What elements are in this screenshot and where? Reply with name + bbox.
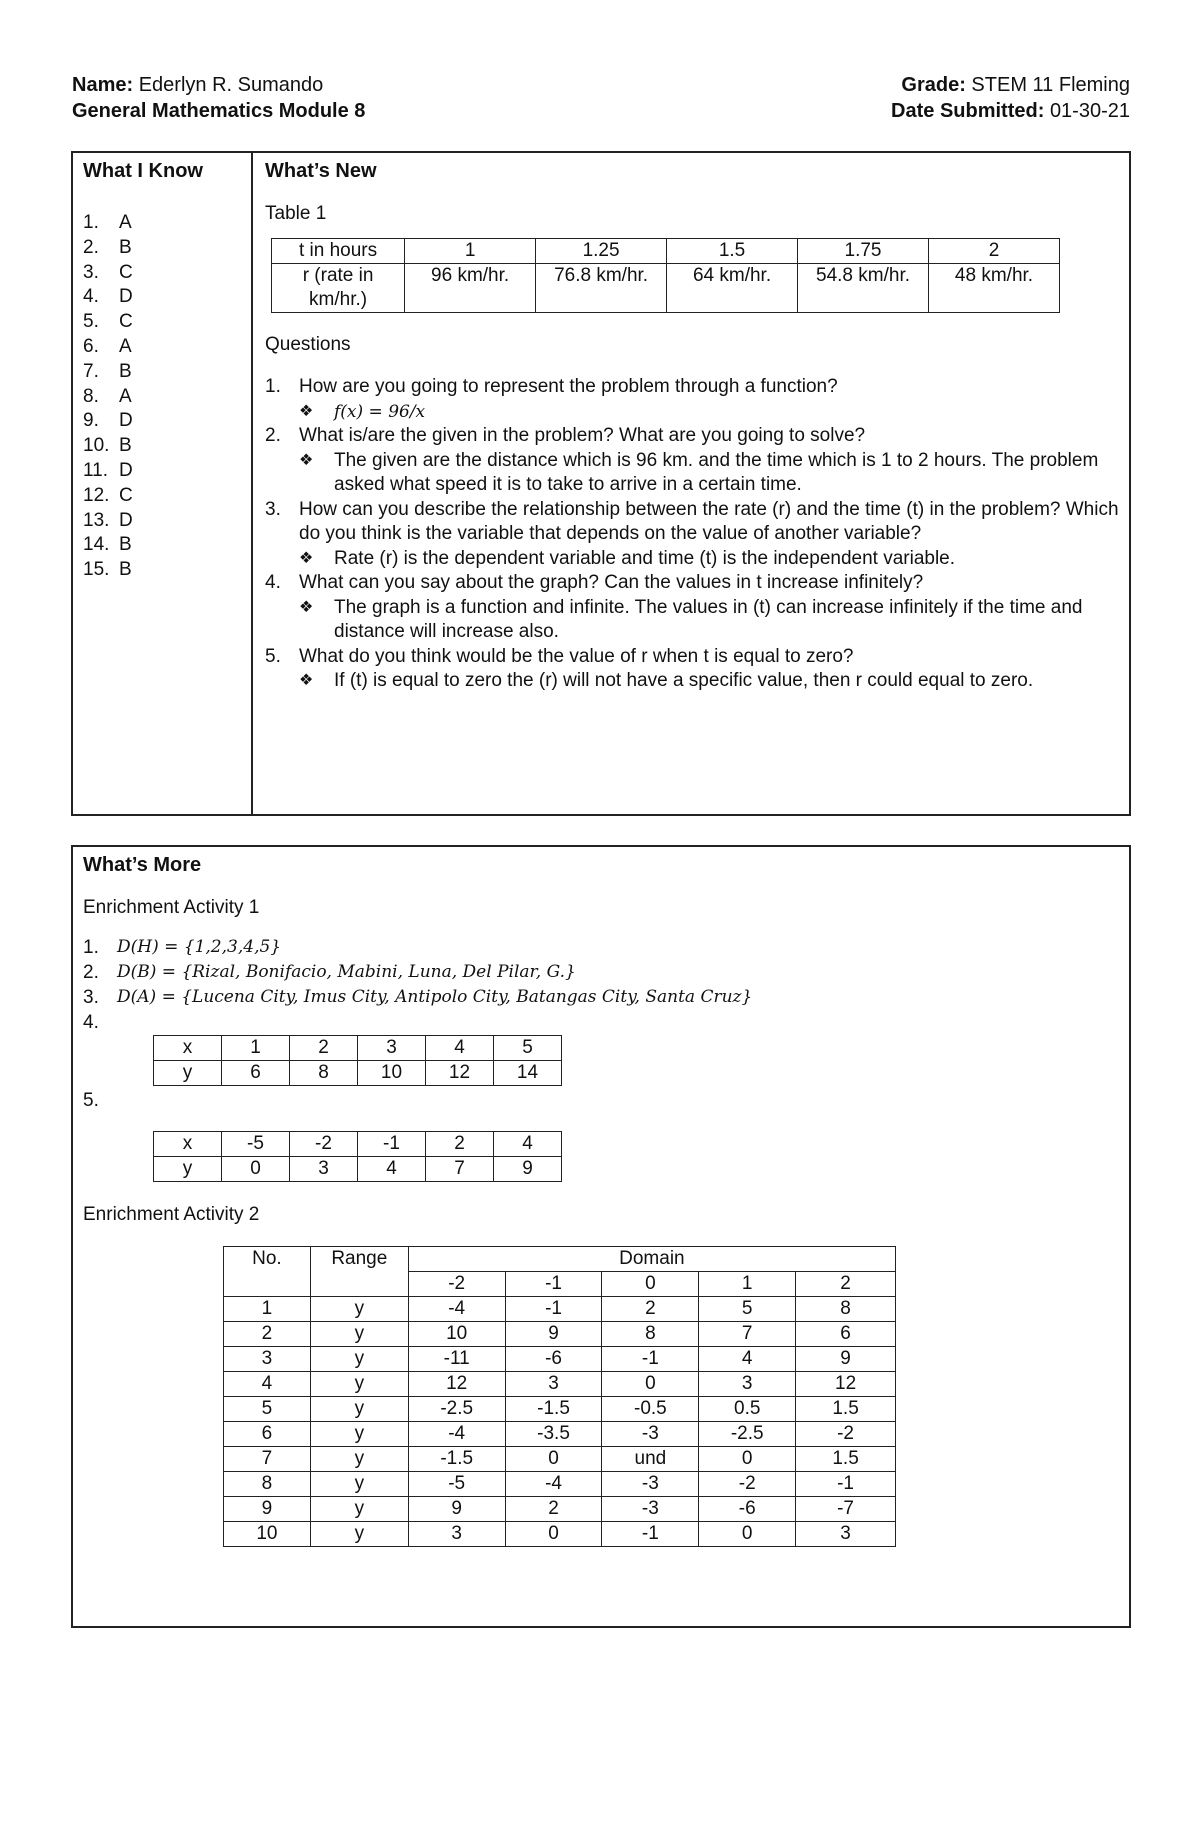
table-cell: 64 km/hr. — [667, 264, 798, 313]
question-answer-row — [299, 400, 1129, 425]
answer-text: The graph is a function and infinite. The values in (t) can increase infinitely if the time and distance will increase also. — [334, 596, 1083, 642]
table-row — [224, 1347, 896, 1372]
header-range: Range — [310, 1247, 408, 1297]
table-cell: 1.25 — [536, 239, 667, 264]
table-cell: x — [154, 1036, 222, 1061]
table-cell: 54.8 km/hr. — [798, 264, 929, 313]
diamond-bullet-icon: ❖ — [299, 549, 314, 567]
answer-letter: D — [119, 410, 133, 432]
answer-item — [83, 459, 251, 484]
answer-item — [83, 261, 251, 286]
answer-item — [83, 484, 251, 509]
item-number: 3. — [83, 987, 99, 1008]
item-number: 1. — [83, 937, 99, 958]
question-text: What is/are the given in the problem? What are you going to solve? — [299, 425, 866, 446]
table-cell: 2 — [290, 1036, 358, 1061]
table-cell: 8 — [290, 1061, 358, 1086]
table-cell: -11 — [408, 1347, 505, 1372]
answer-number: 14. — [83, 534, 110, 556]
table-cell: -1 — [796, 1472, 896, 1497]
table-cell: 9 — [796, 1347, 896, 1372]
table-cell: 7 — [426, 1157, 494, 1182]
table-cell: 1.5 — [667, 239, 798, 264]
table-cell: 7 — [699, 1322, 796, 1347]
diamond-bullet-icon: ❖ — [299, 402, 314, 420]
table-header-row — [224, 1247, 896, 1272]
grade-label: Grade: — [901, 74, 966, 96]
table-cell: 1.5 — [796, 1447, 896, 1472]
enrichment-item — [83, 985, 1129, 1010]
table-cell: -3 — [602, 1422, 699, 1447]
table-cell: 6 — [224, 1422, 311, 1447]
domain-value-cell: -1 — [505, 1272, 602, 1297]
table-cell: -0.5 — [602, 1397, 699, 1422]
answer-number: 1. — [83, 212, 99, 233]
question-text: What do you think would be the value of r when t is equal to zero? — [299, 645, 854, 667]
table-cell: 0 — [602, 1372, 699, 1397]
answer-item — [83, 533, 251, 558]
table-cell: 1 — [405, 239, 536, 264]
table-row — [224, 1472, 896, 1497]
answer-number: 12. — [83, 484, 110, 506]
answer-number: 10. — [83, 435, 110, 457]
table-cell: -1.5 — [408, 1447, 505, 1472]
xy-table-5 — [153, 1131, 562, 1182]
table-cell: und — [602, 1447, 699, 1472]
domain-value-cell: -2 — [408, 1272, 505, 1297]
table-cell: -5 — [408, 1472, 505, 1497]
question-answer-row — [299, 547, 1129, 572]
answer-number: 13. — [83, 509, 110, 531]
question-answer-row — [299, 449, 1129, 498]
table-row — [272, 239, 1060, 264]
table-cell: 12 — [796, 1372, 896, 1397]
answer-item — [83, 509, 251, 534]
date-label: Date Submitted: — [891, 100, 1045, 122]
table-cell: y — [310, 1447, 408, 1472]
table-cell: y — [154, 1061, 222, 1086]
answer-number: 8. — [83, 385, 99, 407]
answer-letter: D — [119, 509, 133, 531]
module-title: General Mathematics Module 8 — [72, 100, 366, 122]
table-cell: 0.5 — [699, 1397, 796, 1422]
answer-number: 5. — [83, 311, 99, 333]
xy-table-4 — [153, 1035, 562, 1086]
diamond-bullet-icon: ❖ — [299, 672, 314, 689]
answer-letter: C — [119, 311, 133, 333]
table-cell: 3 — [224, 1347, 311, 1372]
question-number: 3. — [265, 498, 281, 520]
table-cell: y — [310, 1522, 408, 1547]
answer-letter: C — [119, 484, 133, 506]
answer-letter: B — [119, 360, 132, 382]
diamond-bullet-icon: ❖ — [299, 598, 314, 616]
question-text-row — [265, 498, 1129, 547]
table-cell: 6 — [222, 1061, 290, 1086]
answer-number: 11. — [83, 459, 109, 481]
table-cell: 2 — [224, 1322, 311, 1347]
table-row — [224, 1522, 896, 1547]
domain-value-cell: 2 — [796, 1272, 896, 1297]
table-cell: y — [310, 1297, 408, 1322]
table-cell: 4 — [699, 1347, 796, 1372]
table-cell: -2 — [290, 1132, 358, 1157]
answer-item — [83, 285, 251, 310]
answer-item — [83, 335, 251, 360]
domain-set: D(A) = {Lucena City, Imus City, Antipolo City, Batangas City, Santa Cruz} — [117, 987, 753, 1007]
enrichment-activity-1-list — [83, 935, 1129, 1010]
question-item — [265, 375, 1129, 424]
table-cell: -4 — [505, 1472, 602, 1497]
answer-item — [83, 434, 251, 459]
table-row — [224, 1297, 896, 1322]
table-cell: 4 — [426, 1036, 494, 1061]
table-cell: -2.5 — [699, 1422, 796, 1447]
table-cell: 2 — [426, 1132, 494, 1157]
table-row — [224, 1322, 896, 1347]
grade-value: STEM 11 Fleming — [971, 74, 1130, 96]
table-cell: 5 — [494, 1036, 562, 1061]
table-cell: 4 — [494, 1132, 562, 1157]
answer-letter: B — [119, 236, 132, 258]
student-grade — [901, 72, 1130, 98]
header-no: No. — [224, 1247, 311, 1297]
what-i-know-title: What I Know — [83, 160, 203, 182]
answer-text: f(x) = 96/x — [334, 401, 426, 422]
whats-new-column — [253, 153, 1129, 814]
answer-letter: C — [119, 261, 133, 283]
document-header — [72, 72, 1130, 124]
table-cell: 0 — [699, 1522, 796, 1547]
what-i-know-column — [73, 153, 253, 814]
table-cell: r (rate in km/hr.) — [272, 264, 405, 313]
answer-item — [83, 236, 251, 261]
domain-set: D(B) = {Rizal, Bonifacio, Mabini, Luna, Del Pilar, G.} — [117, 962, 576, 982]
question-item — [265, 571, 1129, 645]
answer-letter: A — [119, 385, 132, 407]
answer-letter: D — [119, 286, 133, 308]
table-cell: x — [154, 1132, 222, 1157]
answer-number: 9. — [83, 410, 99, 432]
question-number: 1. — [265, 376, 281, 397]
table-cell: 10 — [224, 1522, 311, 1547]
answer-letter: B — [119, 534, 132, 556]
table-cell: 12 — [408, 1372, 505, 1397]
enrichment-item — [83, 935, 1129, 960]
domain-value-cell: 0 — [602, 1272, 699, 1297]
answer-text: The given are the distance which is 96 km. and the time which is 1 to 2 hours. The problem asked what speed it is to take to arrive in a certain time. — [334, 449, 1099, 495]
question-number: 5. — [265, 645, 281, 667]
table-cell: y — [310, 1322, 408, 1347]
table-cell: -3 — [602, 1497, 699, 1522]
table-cell: 10 — [358, 1061, 426, 1086]
question-list — [265, 375, 1129, 694]
item-number: 4. — [83, 1012, 99, 1033]
table-cell: y — [310, 1397, 408, 1422]
table-cell: y — [310, 1347, 408, 1372]
section-box-whats-more — [71, 845, 1131, 1628]
answer-letter: B — [119, 559, 132, 581]
table-cell: 3 — [699, 1372, 796, 1397]
answer-text: Rate (r) is the dependent variable and time (t) is the independent variable. — [334, 547, 956, 569]
answer-item — [83, 310, 251, 335]
answer-letter: D — [119, 459, 133, 481]
table-cell: 1 — [222, 1036, 290, 1061]
question-number: 4. — [265, 572, 281, 593]
table-cell: t in hours — [272, 239, 405, 264]
table-cell: -7 — [796, 1497, 896, 1522]
table-cell: -2 — [699, 1472, 796, 1497]
table-cell: -2 — [796, 1422, 896, 1447]
item-number: 2. — [83, 962, 99, 983]
table-cell: 12 — [426, 1061, 494, 1086]
table-row — [154, 1036, 562, 1061]
table-cell: 3 — [796, 1522, 896, 1547]
table-cell: 7 — [224, 1447, 311, 1472]
table-cell: 5 — [699, 1297, 796, 1322]
answer-number: 3. — [83, 261, 99, 283]
answer-item — [83, 211, 251, 236]
table-cell: 3 — [505, 1372, 602, 1397]
table-cell: 2 — [505, 1497, 602, 1522]
table-cell: 1.5 — [796, 1397, 896, 1422]
question-text-row — [265, 424, 1129, 449]
table-cell: 9 — [408, 1497, 505, 1522]
domain-value-cell: 1 — [699, 1272, 796, 1297]
answer-item — [83, 385, 251, 410]
enrichment-item — [83, 960, 1129, 985]
date-value: 01-30-21 — [1049, 100, 1130, 122]
table-cell: 8 — [796, 1297, 896, 1322]
answer-list — [83, 211, 251, 583]
table-row — [154, 1157, 562, 1182]
answer-number: 2. — [83, 236, 99, 258]
table-cell: 9 — [494, 1157, 562, 1182]
whats-new-title: What’s New — [265, 160, 377, 182]
table-cell: y — [310, 1472, 408, 1497]
answer-item — [83, 409, 251, 434]
table-cell: 0 — [505, 1447, 602, 1472]
rate-time-table — [271, 238, 1060, 313]
name-value: Ederlyn R. Sumando — [138, 74, 324, 96]
domain-set: D(H) = {1,2,3,4,5} — [117, 937, 282, 957]
answer-text: If (t) is equal to zero the (r) will not have a specific value, then r could equal to zero. — [334, 670, 1034, 691]
table-cell: 0 — [699, 1447, 796, 1472]
answer-letter: B — [119, 435, 132, 457]
table-cell: -3.5 — [505, 1422, 602, 1447]
table-row — [224, 1447, 896, 1472]
table-cell: y — [310, 1422, 408, 1447]
answer-letter: A — [119, 335, 132, 357]
question-text-row — [265, 645, 1129, 670]
table-row — [272, 264, 1060, 313]
questions-label: Questions — [265, 334, 351, 355]
student-name — [72, 72, 323, 98]
question-text-row — [265, 571, 1129, 596]
table-cell: -6 — [699, 1497, 796, 1522]
question-item — [265, 645, 1129, 694]
table-row — [224, 1397, 896, 1422]
table-cell: -2.5 — [408, 1397, 505, 1422]
table-cell: 2 — [602, 1297, 699, 1322]
enrichment-activity-1-label: Enrichment Activity 1 — [83, 897, 260, 918]
name-label: Name: — [72, 74, 134, 96]
question-item — [265, 498, 1129, 572]
table-cell: -4 — [408, 1297, 505, 1322]
enrichment-activity-2-label: Enrichment Activity 2 — [83, 1204, 260, 1225]
table-cell: 10 — [408, 1322, 505, 1347]
table-cell: 3 — [358, 1036, 426, 1061]
table-cell: y — [154, 1157, 222, 1182]
table-row — [224, 1497, 896, 1522]
question-text-row — [265, 375, 1129, 400]
question-text: What can you say about the graph? Can the values in t increase infinitely? — [299, 572, 924, 593]
table-cell: 6 — [796, 1322, 896, 1347]
question-answer-row — [299, 669, 1129, 694]
answer-number: 7. — [83, 360, 99, 382]
table-cell: 4 — [224, 1372, 311, 1397]
table-cell: 48 km/hr. — [929, 264, 1060, 313]
question-text: How can you describe the relationship between the rate (r) and the time (t) in the problem? Which do you think is the variable that depends on the value of another variable? — [299, 498, 1119, 544]
table-cell: 3 — [290, 1157, 358, 1182]
question-item — [265, 424, 1129, 498]
table-caption: Table 1 — [265, 203, 327, 224]
domain-range-table — [223, 1246, 896, 1547]
table-cell: -6 — [505, 1347, 602, 1372]
table-cell: 2 — [929, 239, 1060, 264]
question-number: 2. — [265, 425, 281, 446]
answer-letter: A — [119, 212, 132, 233]
answer-number: 4. — [83, 286, 99, 308]
table-cell: -4 — [408, 1422, 505, 1447]
table-row — [224, 1422, 896, 1447]
diamond-bullet-icon: ❖ — [299, 451, 314, 469]
table-cell: 14 — [494, 1061, 562, 1086]
table-row — [154, 1132, 562, 1157]
table-row — [224, 1372, 896, 1397]
table-cell: 8 — [224, 1472, 311, 1497]
table-cell: y — [310, 1372, 408, 1397]
table-cell: -1.5 — [505, 1397, 602, 1422]
table-cell: y — [310, 1497, 408, 1522]
table-cell: 96 km/hr. — [405, 264, 536, 313]
answer-number: 6. — [83, 335, 99, 357]
table-cell: 9 — [505, 1322, 602, 1347]
table-cell: 0 — [505, 1522, 602, 1547]
item-number: 5. — [83, 1090, 99, 1111]
table-cell: -1 — [602, 1522, 699, 1547]
question-answer-row — [299, 596, 1129, 645]
table-cell: 9 — [224, 1497, 311, 1522]
answer-number: 15. — [83, 559, 110, 581]
answer-item — [83, 360, 251, 385]
table-cell: -5 — [222, 1132, 290, 1157]
table-cell: 8 — [602, 1322, 699, 1347]
table-cell: 76.8 km/hr. — [536, 264, 667, 313]
table-cell: 0 — [222, 1157, 290, 1182]
table-cell: -1 — [602, 1347, 699, 1372]
answer-item — [83, 558, 251, 583]
table-cell: -3 — [602, 1472, 699, 1497]
table-cell: 3 — [408, 1522, 505, 1547]
table-cell: 4 — [358, 1157, 426, 1182]
table-cell: -1 — [505, 1297, 602, 1322]
table-cell: 1 — [224, 1297, 311, 1322]
section-box-know-new — [71, 151, 1131, 816]
table-cell: -1 — [358, 1132, 426, 1157]
header-domain: Domain — [408, 1247, 895, 1272]
table-row — [154, 1061, 562, 1086]
table-cell: 1.75 — [798, 239, 929, 264]
question-text: How are you going to represent the problem through a function? — [299, 376, 838, 397]
table-cell: 5 — [224, 1397, 311, 1422]
whats-more-title: What’s More — [83, 854, 202, 876]
date-submitted — [891, 98, 1130, 124]
